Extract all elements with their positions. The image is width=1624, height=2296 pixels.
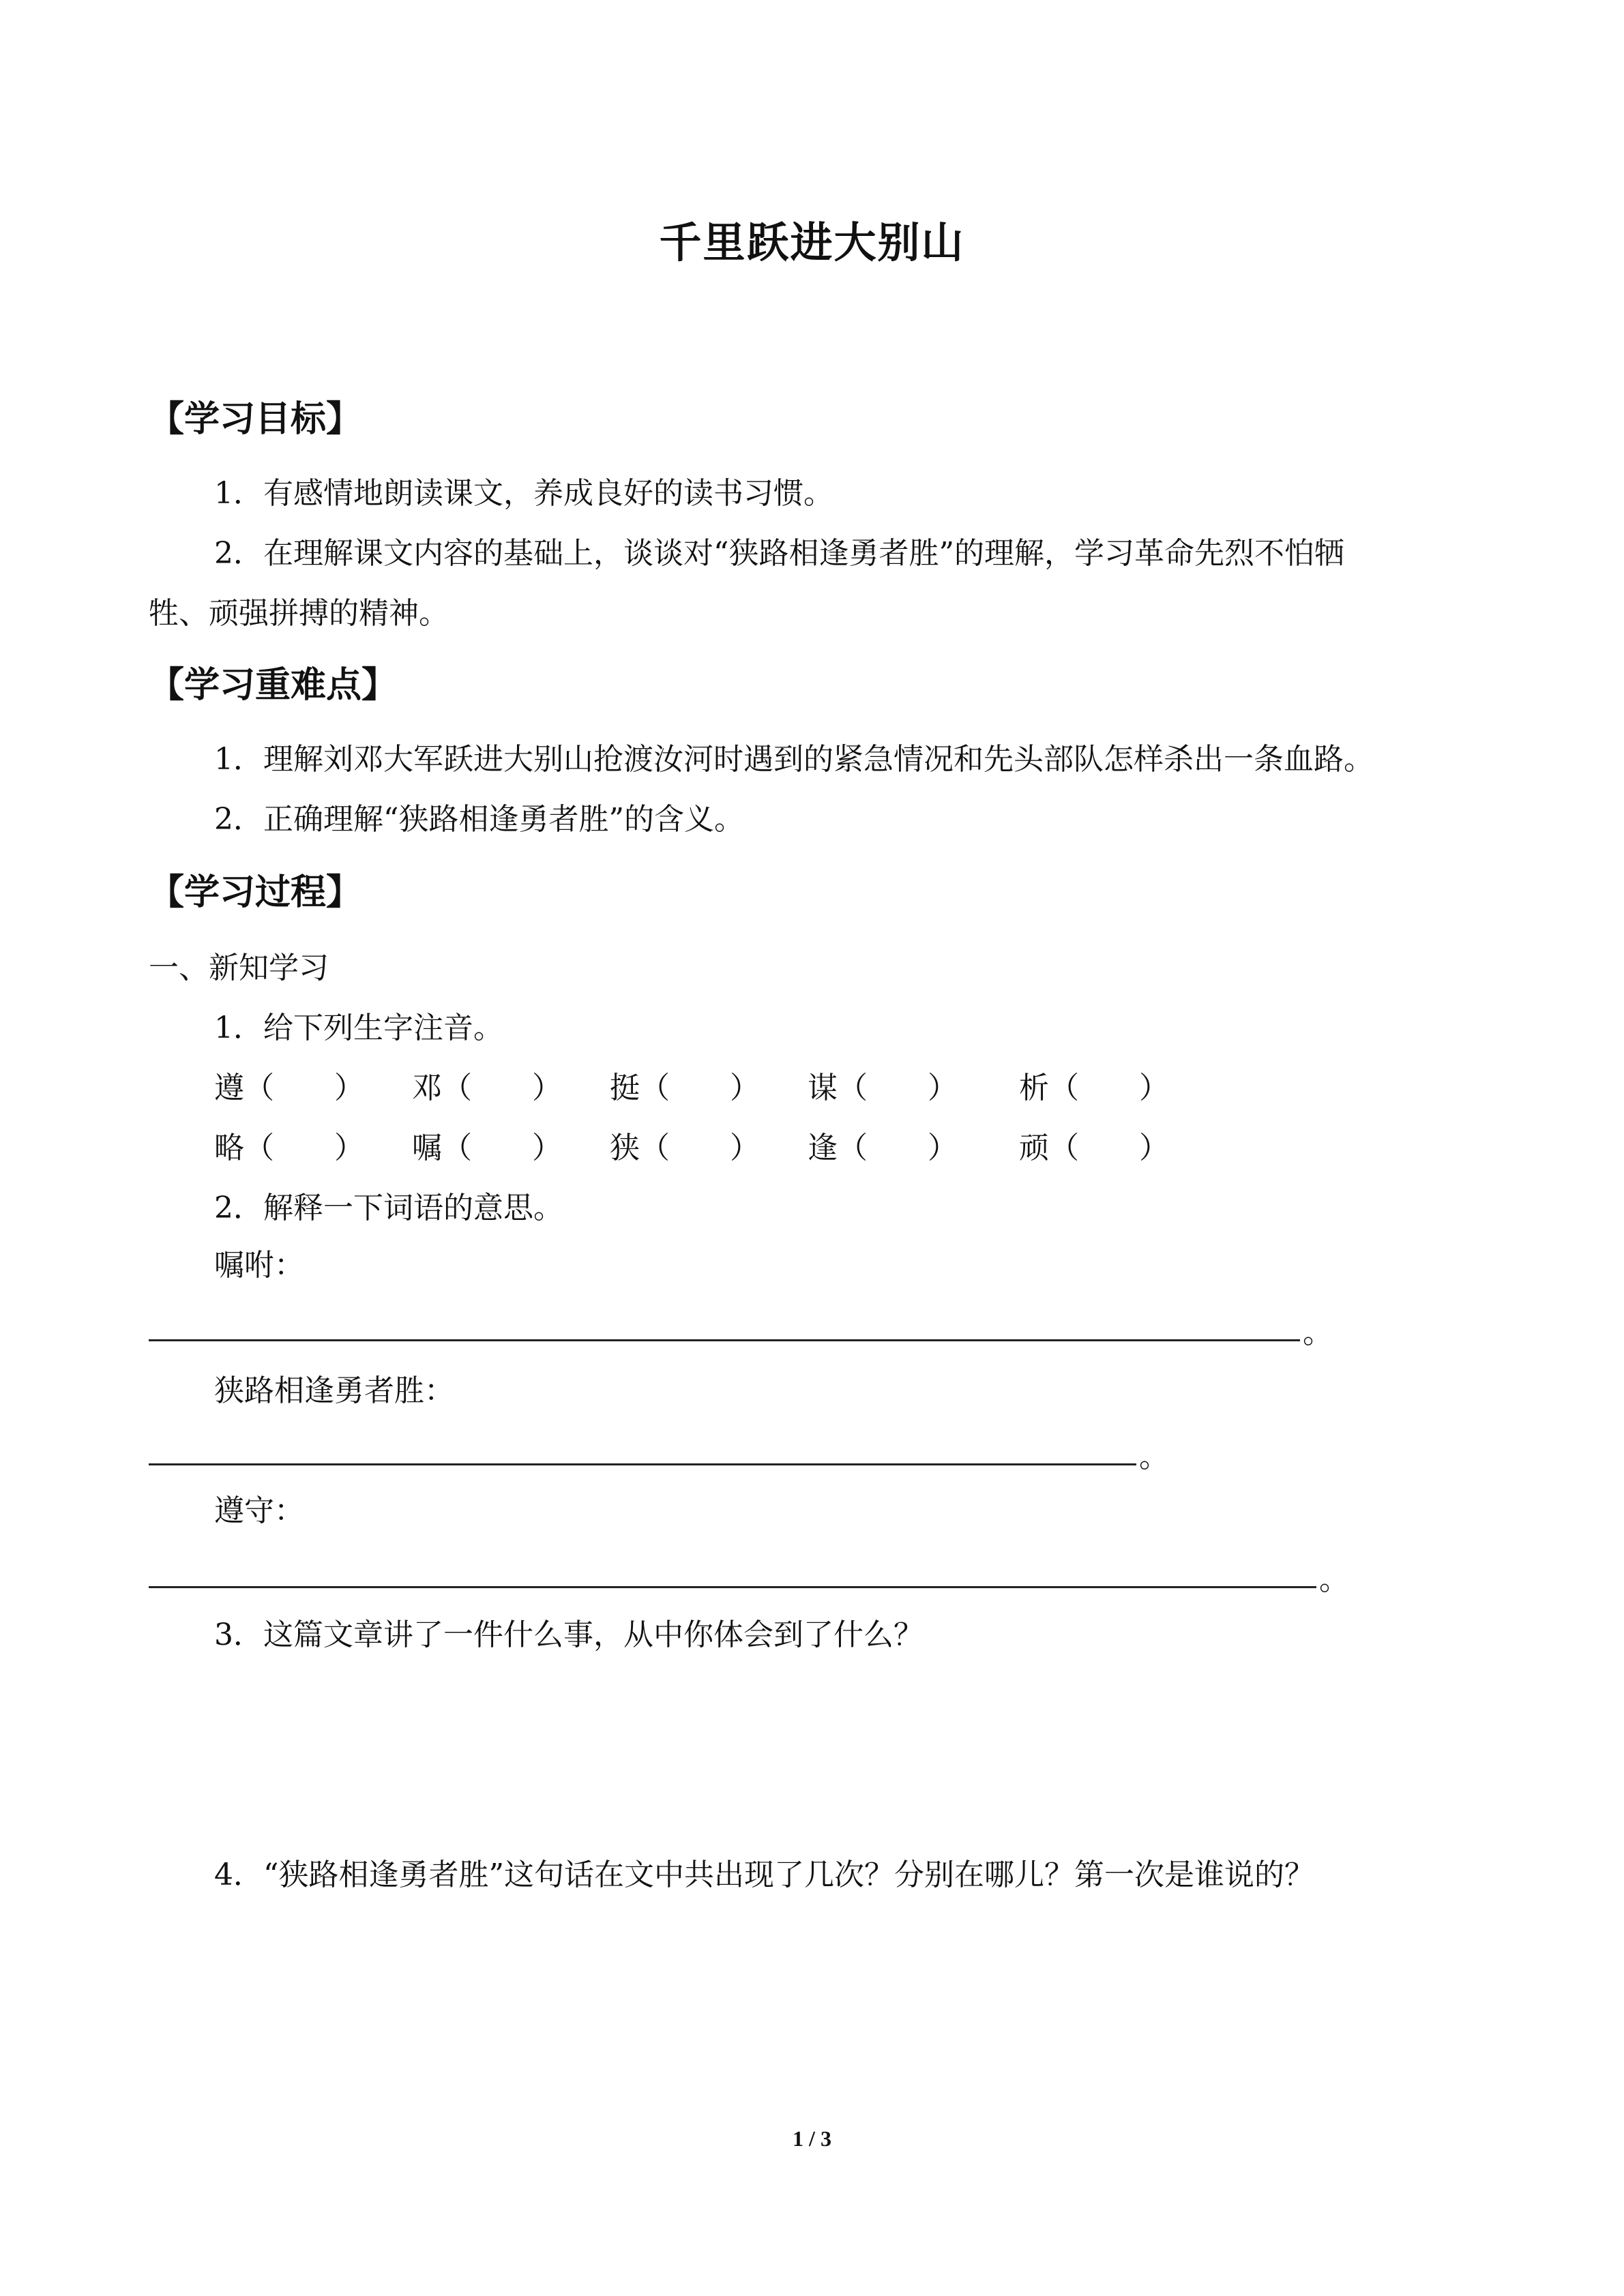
goal-item-1: 1．有感情地朗读课文，养成良好的读书习惯。 <box>214 476 833 511</box>
char-item: 逢（ ） <box>808 1131 958 1165</box>
line-end-period: 。 <box>1303 1315 1333 1350</box>
section-heading-goals: 【学习目标】 <box>149 399 362 440</box>
answer-blank-line[interactable] <box>149 1463 1136 1465</box>
char-item: 嘱（ ） <box>412 1131 562 1165</box>
section-heading-process: 【学习过程】 <box>149 872 362 913</box>
char-item: 遵（ ） <box>214 1071 364 1105</box>
char-item: 狭（ ） <box>610 1131 760 1165</box>
term-label: 狭路相逢勇者胜： <box>214 1373 454 1408</box>
char-item: 谋（ ） <box>808 1071 958 1105</box>
section-heading-keypoints: 【学习重难点】 <box>149 665 398 706</box>
char-item: 挺（ ） <box>610 1071 760 1105</box>
question-2: 2．解释一下词语的意思。 <box>214 1191 563 1225</box>
goal-item-2-cont: 牲、顽强拼搏的精神。 <box>149 596 449 631</box>
term-label: 嘱咐： <box>214 1248 304 1283</box>
char-item: 析（ ） <box>1019 1071 1169 1105</box>
char-item: 略（ ） <box>214 1131 364 1165</box>
char-item: 邓（ ） <box>412 1071 562 1105</box>
char-item: 顽（ ） <box>1019 1131 1169 1165</box>
goal-item-2: 2．在理解课文内容的基础上，谈谈对“狭路相逢勇者胜”的理解，学习革命先烈不怕牺 <box>214 536 1344 571</box>
keypoint-item-2: 2．正确理解“狭路相逢勇者胜”的含义。 <box>214 802 744 837</box>
question-1: 1．给下列生字注音。 <box>214 1011 503 1045</box>
question-4: 4．“狭路相逢勇者胜”这句话在文中共出现了几次？分别在哪儿？第一次是谁说的？ <box>214 1858 1314 1892</box>
line-end-period: 。 <box>1319 1562 1349 1597</box>
answer-blank-line[interactable] <box>149 1586 1316 1588</box>
answer-blank-line[interactable] <box>149 1339 1300 1341</box>
keypoint-item-1: 1．理解刘邓大军跃进大别山抢渡汝河时遇到的紧急情况和先头部队怎样杀出一条血路。 <box>214 742 1374 777</box>
page-title: 千里跃进大别山 <box>659 218 965 267</box>
part-heading-new-knowledge: 一、新知学习 <box>149 951 329 985</box>
term-label: 遵守： <box>214 1493 304 1528</box>
line-end-period: 。 <box>1139 1440 1169 1474</box>
question-3: 3．这篇文章讲了一件什么事，从中你体会到了什么？ <box>214 1617 924 1652</box>
page-number: 1 / 3 <box>793 2126 831 2151</box>
